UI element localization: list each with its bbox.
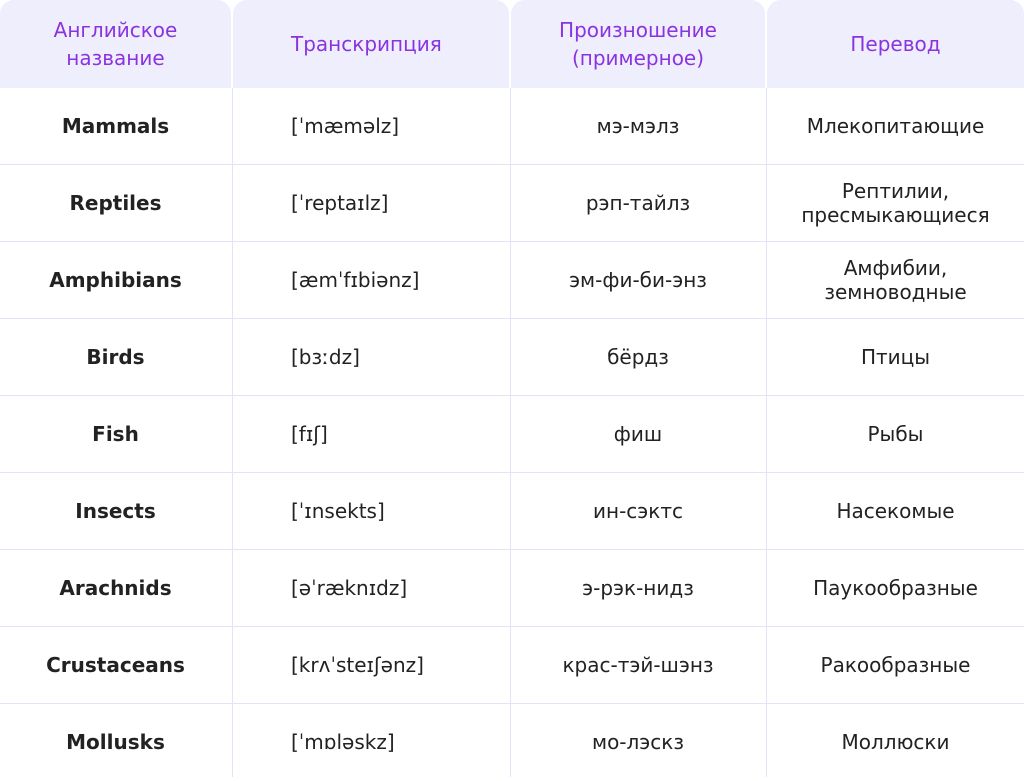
cell-translation: Рыбы	[867, 422, 924, 446]
table-row	[0, 165, 1024, 242]
cell-english: Amphibians	[49, 268, 182, 292]
cell-pronunciation: эм-фи-би-энз	[569, 268, 707, 292]
cell-translation: Млекопитающие	[806, 114, 985, 138]
table-row	[0, 627, 1024, 704]
cell-pronunciation: мо-лэскз	[591, 730, 684, 754]
header-pronunciation: Произношение (примерное)	[511, 0, 765, 88]
cell-translation: Паукообразные	[813, 576, 978, 600]
cell-english: Mammals	[61, 114, 170, 138]
cell-pronunciation: крас-тэй-шэнз	[562, 653, 714, 677]
cell-translation: Рептилии, пресмыкающиеся	[801, 179, 990, 227]
cell-transcription: [əˈræknɪdz]	[291, 576, 408, 600]
cell-translation: Амфибии, земноводные	[824, 256, 967, 304]
cell-translation: Моллюски	[841, 730, 950, 754]
table-row	[0, 242, 1024, 319]
cell-pronunciation: рэп-тайлз	[585, 191, 691, 215]
cell-translation: Ракообразные	[820, 653, 971, 677]
header-translation: Перевод	[767, 0, 1024, 88]
cell-english: Insects	[75, 499, 156, 523]
table-row	[0, 319, 1024, 396]
cell-translation: Птицы	[860, 345, 931, 369]
cell-transcription: [bɜːdz]	[291, 345, 360, 369]
column-divider	[766, 88, 767, 777]
cell-english: Crustaceans	[46, 653, 185, 677]
cell-english: Reptiles	[69, 191, 162, 215]
cell-english: Fish	[92, 422, 139, 446]
cell-pronunciation: ин-сэктс	[593, 499, 683, 523]
table-row	[0, 396, 1024, 473]
cell-pronunciation: мэ-мэлз	[596, 114, 680, 138]
table-header	[0, 0, 1024, 88]
cell-pronunciation: э-рэк-нидз	[582, 576, 694, 600]
cell-transcription: [fɪʃ]	[291, 422, 328, 446]
table-row	[0, 704, 1024, 781]
header-transcription: Транскрипция	[233, 0, 509, 88]
cell-transcription: [ˈmæməlz]	[291, 114, 400, 138]
header-english: Английское название	[0, 0, 231, 88]
table-row	[0, 88, 1024, 165]
table-row	[0, 550, 1024, 627]
cell-transcription: [ˈreptaɪlz]	[291, 191, 389, 215]
cell-pronunciation: бёрдз	[607, 345, 669, 369]
column-divider	[232, 88, 233, 777]
cell-english: Birds	[86, 345, 145, 369]
cell-pronunciation: фиш	[613, 422, 663, 446]
cell-translation: Насекомые	[836, 499, 955, 523]
cell-transcription: [krʌˈsteɪʃənz]	[291, 653, 424, 677]
cell-transcription: [æmˈfɪbiənz]	[291, 268, 420, 292]
table-row	[0, 473, 1024, 550]
cell-english: Arachnids	[59, 576, 172, 600]
cell-transcription: [ˈɪnsekts]	[291, 499, 385, 523]
cell-english: Mollusks	[66, 730, 165, 754]
cell-transcription: [ˈmɒləskz]	[291, 730, 395, 754]
column-divider	[510, 88, 511, 777]
